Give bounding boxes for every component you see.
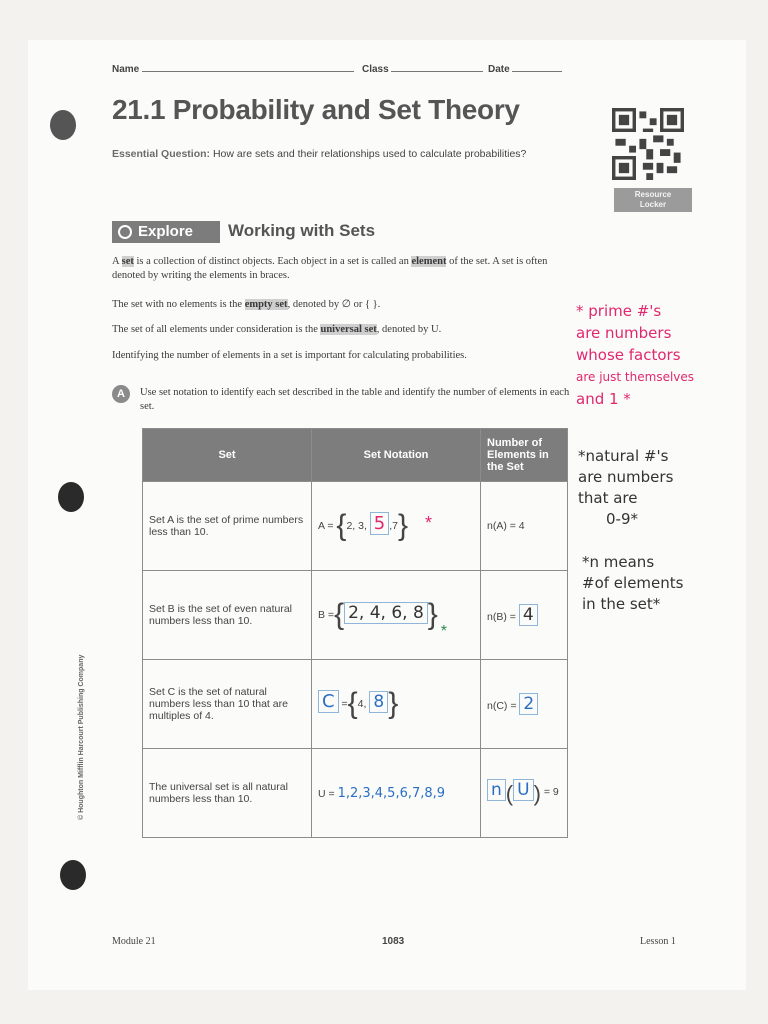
table-row — [143, 749, 568, 838]
paragraph-set-definition — [112, 255, 572, 283]
note-line: in the set* — [582, 595, 661, 613]
term-universal-set: universal set — [320, 324, 377, 335]
handwritten-answer: 5 — [370, 512, 389, 535]
element-count: n(A) = 4 — [481, 482, 568, 571]
set-description: Set A is the set of prime numbers less than 10. — [143, 482, 312, 571]
column-header: Number of Elements in the Set — [481, 429, 568, 482]
notation-elements: 2, 3, — [346, 520, 367, 532]
set-notation: B ={ 2, 4, 6, 8 } * — [312, 571, 481, 660]
note-line: are numbers — [576, 324, 672, 342]
pink-asterisk: * — [424, 513, 432, 533]
class-field — [362, 62, 483, 75]
table-row — [143, 482, 568, 571]
element-count — [481, 571, 568, 660]
note-line: whose factors — [576, 346, 681, 364]
name-label: Name — [112, 64, 140, 75]
locker-line2: Locker — [639, 200, 667, 209]
set-description: Set C is the set of natural numbers less than 10 that are multiples of 4. — [143, 660, 312, 749]
table-header-row — [143, 429, 568, 482]
handwritten-answer: U — [513, 779, 533, 801]
text: of the set. A set is often denoted by writing the elements in braces. — [112, 256, 548, 281]
page-title: 21.1 Probability and Set Theory — [112, 94, 520, 125]
essential-label: Essential Question: — [112, 148, 211, 160]
handwritten-answer: 1,2,3,4,5,6,7,8,9 — [337, 785, 446, 801]
compass-icon — [118, 225, 132, 239]
text: The set with no elements is the — [112, 299, 245, 310]
sets-table — [142, 428, 568, 838]
column-header: Set Notation — [312, 429, 481, 482]
table-row — [143, 660, 568, 749]
essential-question — [112, 148, 526, 160]
paragraph-universal-set — [112, 323, 572, 337]
binder-hole — [50, 110, 76, 140]
handwritten-answer: 4 — [519, 604, 538, 626]
text: is a collection of distinct objects. Each object in a set is called an — [133, 256, 412, 267]
copyright-notice: © Houghton Mifflin Harcourt Publishing Company — [78, 654, 85, 820]
text: , denoted by ∅ or { }. — [287, 299, 381, 310]
note-line: that are — [578, 489, 638, 507]
count-prefix: n(B) = — [487, 611, 516, 623]
resource-locker-badge — [614, 188, 692, 212]
set-description: The universal set is all natural numbers less than 10. — [143, 749, 312, 838]
element-count — [481, 660, 568, 749]
date-field — [488, 62, 562, 75]
binder-hole — [60, 860, 86, 890]
set-notation: C ={4, 8 } — [312, 660, 481, 749]
footer-module: Module 21 — [112, 936, 156, 947]
note-line: are numbers — [578, 468, 674, 486]
green-asterisk: * — [440, 623, 447, 640]
handwritten-answer: 8 — [369, 691, 388, 713]
class-label: Class — [362, 64, 389, 75]
note-line: 0-9* — [606, 510, 638, 528]
note-line: are just themselves — [576, 370, 695, 384]
footer-page-number: 1083 — [382, 936, 405, 947]
notation-prefix: U = — [318, 787, 335, 800]
set-notation — [312, 749, 481, 838]
notation-elements: 4, — [357, 698, 367, 710]
qr-code-icon — [612, 108, 684, 180]
notation-end: ,7 — [389, 520, 399, 532]
handwritten-answer: C — [318, 690, 339, 713]
table-row — [143, 571, 568, 660]
text: The set of all elements under consideration is the — [112, 324, 321, 335]
term-set: set — [121, 256, 134, 267]
essential-text: How are sets and their relationships used to calculate probabilities? — [212, 148, 527, 160]
explore-label: Explore — [138, 223, 194, 240]
element-count: n ( U ) = 9 — [481, 749, 568, 838]
date-label: Date — [488, 64, 510, 75]
locker-line1: Resource — [634, 190, 672, 199]
task-letter-badge: A — [112, 385, 130, 403]
notation-prefix: B = — [318, 609, 335, 621]
handwritten-answer: n — [487, 779, 506, 801]
text: A — [112, 256, 122, 267]
note-line: *n means — [582, 553, 655, 571]
explore-badge — [112, 221, 220, 243]
note-line: *natural #'s — [578, 447, 669, 465]
notation-prefix: = — [341, 698, 348, 710]
count-prefix: n(C) = — [487, 700, 517, 712]
note-line: * prime #'s — [576, 302, 662, 320]
handwritten-answer: 2 — [519, 693, 538, 715]
handwritten-note-primes — [576, 300, 694, 410]
column-header: Set — [143, 429, 312, 482]
handwritten-answer: 2, 4, 6, 8 — [344, 602, 428, 624]
set-notation: A = {2, 3, 5 ,7} * — [312, 482, 481, 571]
section-heading: Working with Sets — [228, 221, 376, 240]
set-description: Set B is the set of even natural numbers less than 10. — [143, 571, 312, 660]
paragraph-importance: Identifying the number of elements in a set is important for calculating probabilities. — [112, 350, 467, 361]
term-empty-set: empty set — [244, 299, 288, 310]
text: , denoted by U. — [376, 324, 442, 335]
paragraph-empty-set — [112, 298, 572, 312]
name-field — [112, 62, 354, 75]
footer-lesson: Lesson 1 — [640, 936, 676, 947]
note-line: #of elements — [582, 574, 684, 592]
note-line: and 1 * — [576, 390, 631, 408]
count-suffix: = 9 — [543, 786, 559, 798]
handwritten-note-n — [582, 552, 683, 615]
task-instructions: Use set notation to identify each set described in the table and identify the number of elements in each set. — [140, 387, 570, 412]
notation-prefix: A = — [318, 520, 334, 532]
handwritten-note-natural — [578, 446, 673, 530]
binder-hole — [58, 482, 84, 512]
term-element: element — [411, 256, 447, 267]
